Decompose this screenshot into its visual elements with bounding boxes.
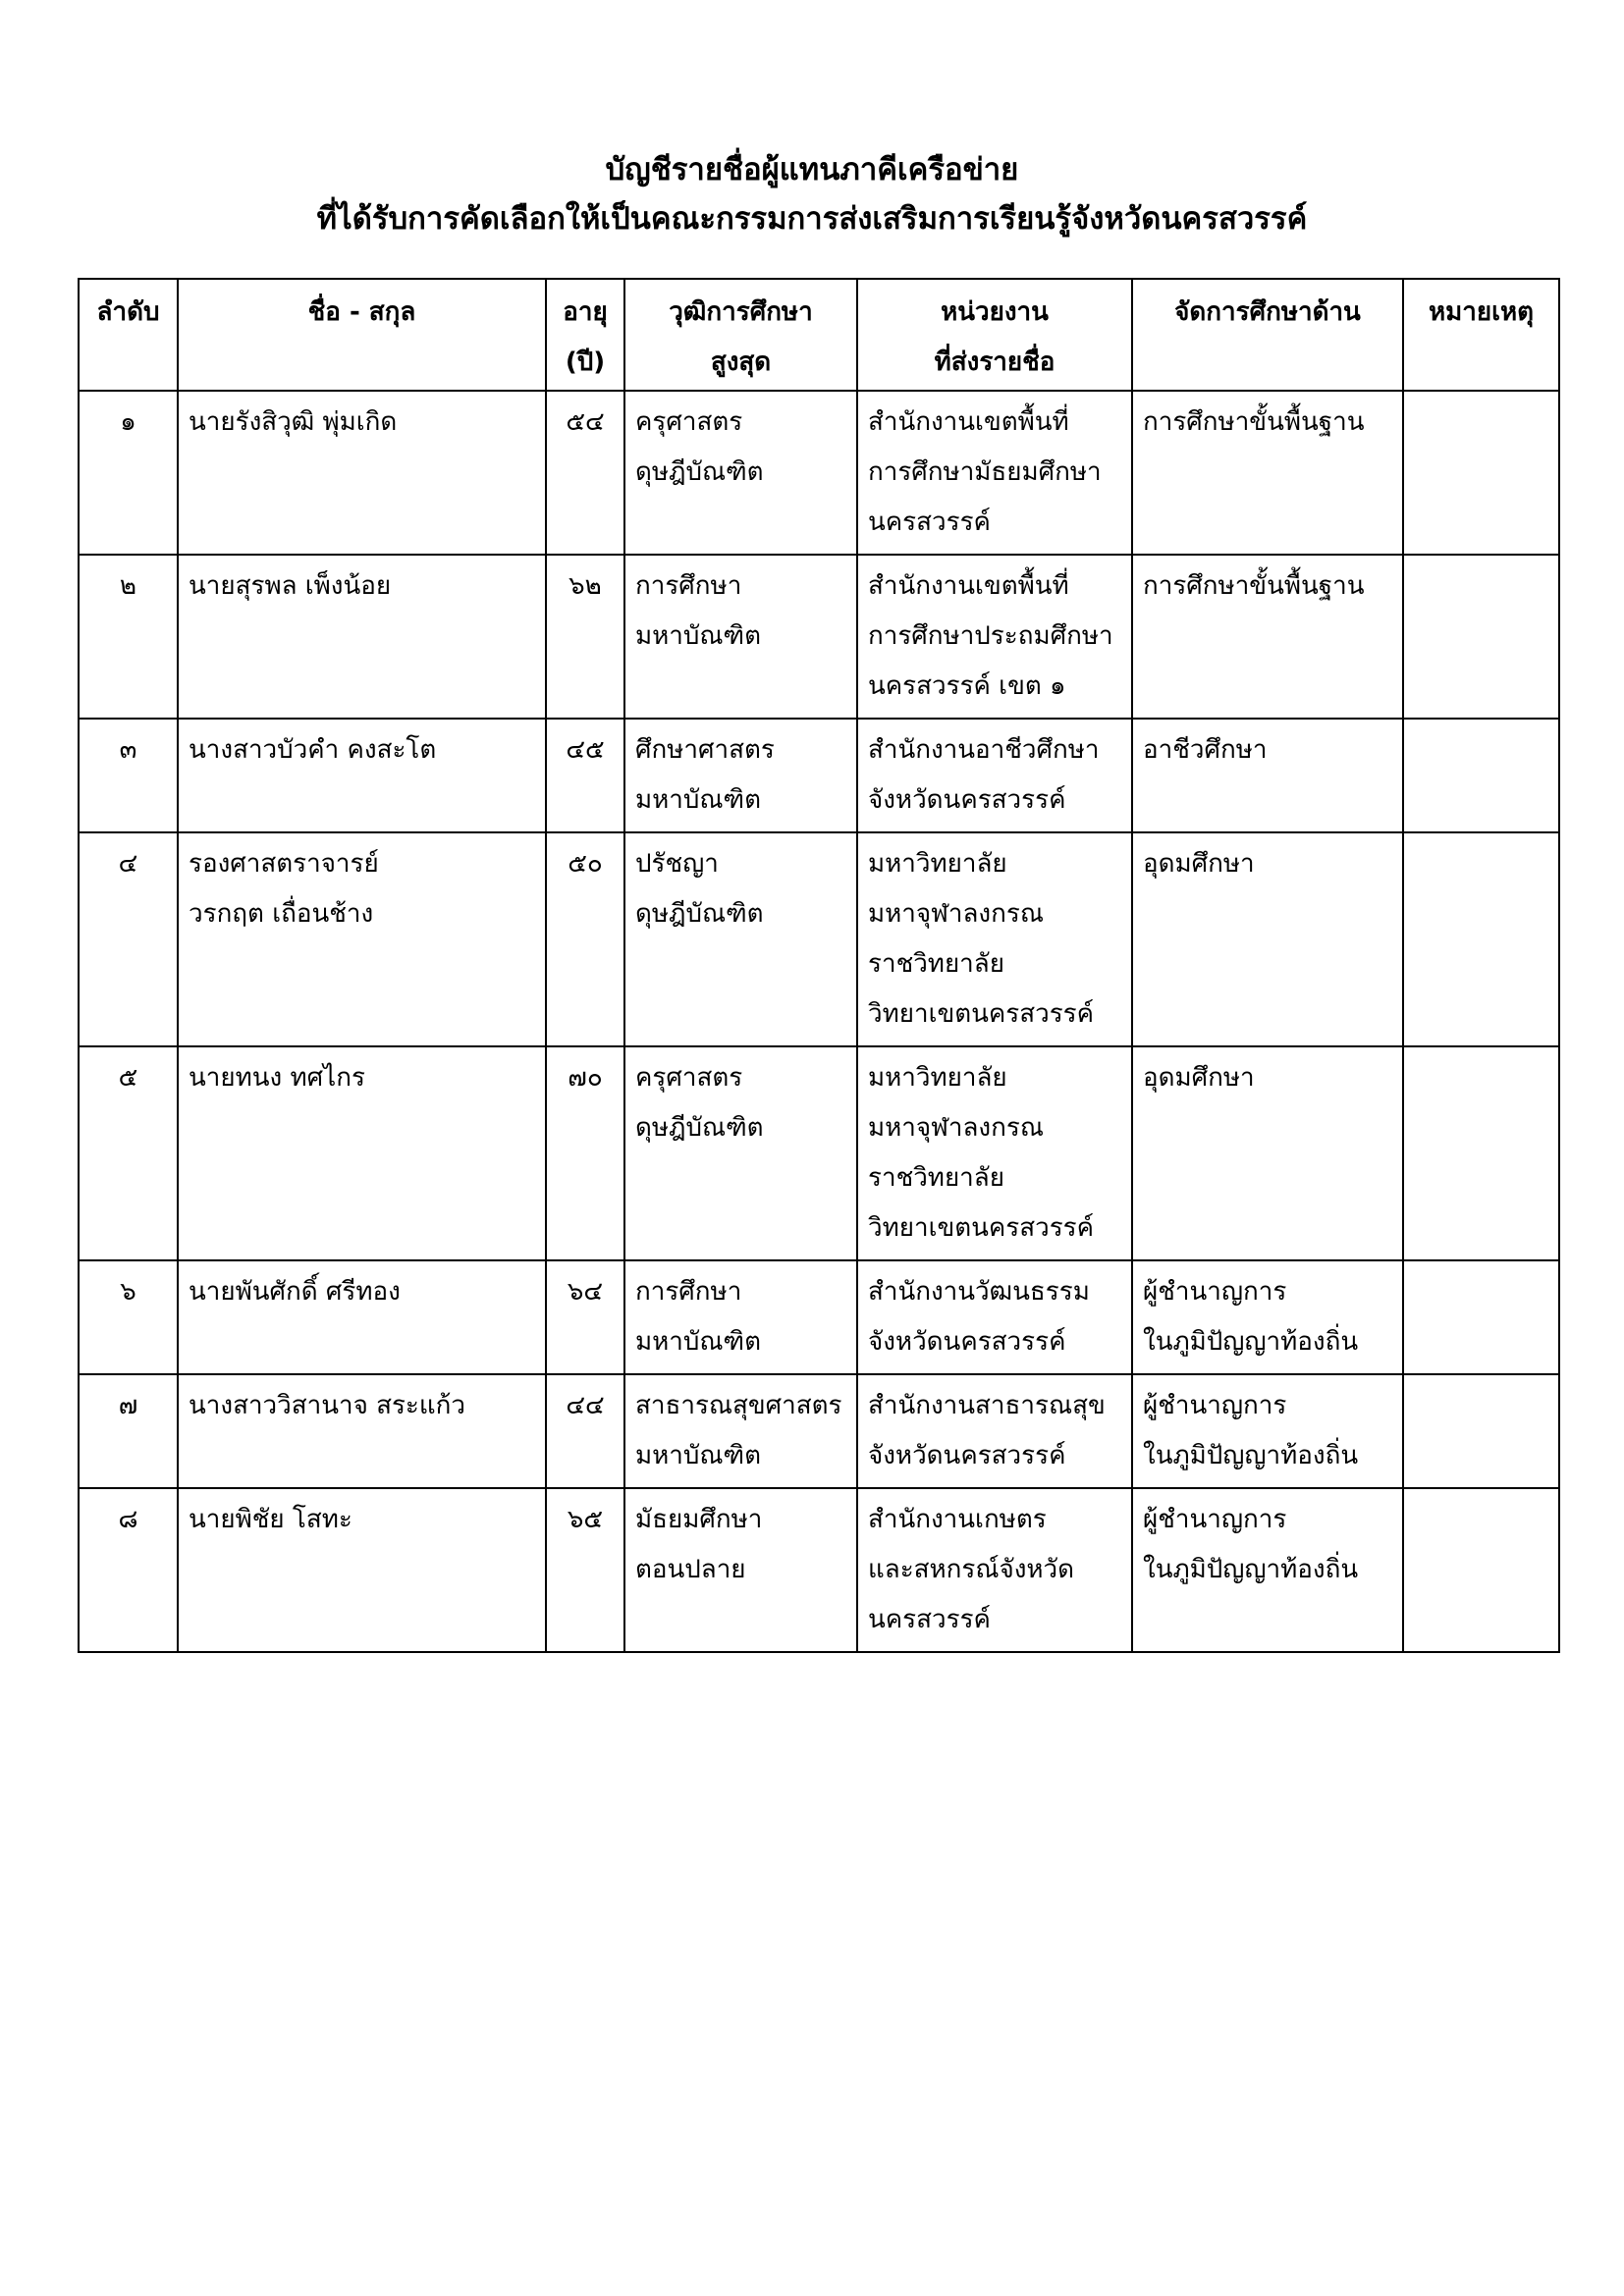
agency-cell bbox=[857, 555, 1132, 719]
name-line: นายสุรพล เพ็งน้อย bbox=[189, 571, 392, 601]
name-line: นายทนง ทศไกร bbox=[189, 1063, 365, 1093]
row-number-cell: ๕ bbox=[79, 1046, 178, 1260]
education-line: การศึกษา bbox=[635, 571, 742, 601]
header-no-line: ลำดับ bbox=[96, 297, 160, 327]
header-education-line: วุฒิการศึกษา bbox=[669, 297, 813, 327]
name-line: นายรังสิวุฒิ พุ่มเกิด bbox=[189, 407, 398, 437]
field-line: ผู้ชำนาญการ bbox=[1143, 1391, 1287, 1420]
field-cell bbox=[1132, 391, 1403, 555]
name-cell bbox=[178, 391, 546, 555]
education-line: ปรัชญา bbox=[635, 849, 719, 879]
remark-cell bbox=[1403, 555, 1559, 719]
agency-line: มหาจุฬาลงกรณ bbox=[868, 899, 1044, 929]
education-cell bbox=[624, 832, 857, 1046]
table-row bbox=[79, 1374, 1559, 1488]
agency-line: ราชวิทยาลัย bbox=[868, 1163, 1004, 1193]
document-title: บัญชีรายชื่อผู้แทนภาคีเครือข่าย bbox=[605, 152, 1019, 187]
agency-line: สำนักงานอาชีวศึกษา bbox=[868, 735, 1100, 765]
agency-cell bbox=[857, 719, 1132, 832]
field-line: การศึกษาขั้นพื้นฐาน bbox=[1143, 571, 1365, 601]
name-line: นายพิชัย โสทะ bbox=[189, 1505, 352, 1534]
agency-cell bbox=[857, 1260, 1132, 1374]
remark-cell bbox=[1403, 1488, 1559, 1652]
document-subtitle: ที่ได้รับการคัดเลือกให้เป็นคณะกรรมการส่งเสริมการเรียนรู้จังหวัดนครสวรรค์ bbox=[316, 201, 1308, 237]
field-line: อาชีวศึกษา bbox=[1143, 735, 1268, 765]
header-agency bbox=[857, 279, 1132, 391]
name-line: วรกฤต เถื่อนช้าง bbox=[189, 899, 374, 929]
field-cell bbox=[1132, 1488, 1403, 1652]
agency-line: จังหวัดนครสวรรค์ bbox=[868, 1327, 1066, 1357]
agency-cell bbox=[857, 1046, 1132, 1260]
age-cell: ๔๕ bbox=[546, 719, 624, 832]
remark-cell bbox=[1403, 1046, 1559, 1260]
age-cell: ๗๐ bbox=[546, 1046, 624, 1260]
table-row bbox=[79, 1260, 1559, 1374]
education-line: ดุษฎีบัณฑิต bbox=[635, 899, 764, 929]
header-field-line: จัดการศึกษาด้าน bbox=[1174, 297, 1361, 327]
education-line: มหาบัณฑิต bbox=[635, 621, 761, 651]
header-agency-line: ที่ส่งรายชื่อ bbox=[934, 347, 1056, 377]
name-line: รองศาสตราจารย์ bbox=[189, 849, 379, 879]
agency-line: สำนักงานเกษตร bbox=[868, 1505, 1047, 1534]
row-number-cell: ๘ bbox=[79, 1488, 178, 1652]
name-cell bbox=[178, 1260, 546, 1374]
name-cell bbox=[178, 719, 546, 832]
agency-cell bbox=[857, 1374, 1132, 1488]
header-age-line: (ปี) bbox=[565, 347, 606, 377]
education-line: สาธารณสุขศาสตร bbox=[635, 1391, 842, 1420]
field-line: การศึกษาขั้นพื้นฐาน bbox=[1143, 407, 1365, 437]
field-line: ในภูมิปัญญาท้องถิ่น bbox=[1143, 1555, 1359, 1584]
agency-line: วิทยาเขตนครสวรรค์ bbox=[868, 999, 1095, 1029]
education-line: การศึกษา bbox=[635, 1277, 742, 1307]
row-number-cell: ๖ bbox=[79, 1260, 178, 1374]
agency-cell bbox=[857, 832, 1132, 1046]
header-name bbox=[178, 279, 546, 391]
header-no bbox=[79, 279, 178, 391]
header-row bbox=[79, 279, 1559, 391]
field-line: ในภูมิปัญญาท้องถิ่น bbox=[1143, 1327, 1359, 1357]
field-line: อุดมศึกษา bbox=[1143, 1063, 1255, 1093]
field-cell bbox=[1132, 1046, 1403, 1260]
education-line: ดุษฎีบัณฑิต bbox=[635, 1113, 764, 1143]
agency-line: สำนักงานวัฒนธรรม bbox=[868, 1277, 1090, 1307]
header-agency-line: หน่วยงาน bbox=[941, 297, 1049, 327]
header-remark bbox=[1403, 279, 1559, 391]
committee-table bbox=[78, 278, 1560, 1653]
field-line: อุดมศึกษา bbox=[1143, 849, 1255, 879]
name-line: นายพันศักดิ์ ศรีทอง bbox=[189, 1277, 401, 1307]
table-row bbox=[79, 832, 1559, 1046]
field-cell bbox=[1132, 1374, 1403, 1488]
education-line: มหาบัณฑิต bbox=[635, 785, 761, 815]
agency-line: สำนักงานเขตพื้นที่ bbox=[868, 571, 1069, 601]
agency-cell bbox=[857, 1488, 1132, 1652]
education-line: ดุษฎีบัณฑิต bbox=[635, 457, 764, 487]
remark-cell bbox=[1403, 1374, 1559, 1488]
header-education-line: สูงสุด bbox=[710, 347, 772, 377]
agency-cell bbox=[857, 391, 1132, 555]
education-line: มหาบัณฑิต bbox=[635, 1327, 761, 1357]
field-line: ในภูมิปัญญาท้องถิ่น bbox=[1143, 1441, 1359, 1470]
name-line: นางสาววิสานาจ สระแก้ว bbox=[189, 1391, 465, 1420]
age-cell: ๔๔ bbox=[546, 1374, 624, 1488]
education-cell bbox=[624, 1374, 857, 1488]
table-row bbox=[79, 1488, 1559, 1652]
agency-line: มหาจุฬาลงกรณ bbox=[868, 1113, 1044, 1143]
agency-line: สำนักงานเขตพื้นที่ bbox=[868, 407, 1069, 437]
field-cell bbox=[1132, 832, 1403, 1046]
name-line: นางสาวบัวคำ คงสะโต bbox=[189, 735, 437, 765]
name-cell bbox=[178, 555, 546, 719]
agency-line: ราชวิทยาลัย bbox=[868, 949, 1004, 979]
remark-cell bbox=[1403, 391, 1559, 555]
table-row bbox=[79, 1046, 1559, 1260]
field-line: ผู้ชำนาญการ bbox=[1143, 1277, 1287, 1307]
agency-line: มหาวิทยาลัย bbox=[868, 1063, 1007, 1093]
education-cell bbox=[624, 1046, 857, 1260]
agency-line: นครสวรรค์ bbox=[868, 1605, 991, 1634]
agency-line: จังหวัดนครสวรรค์ bbox=[868, 1441, 1066, 1470]
name-cell bbox=[178, 1374, 546, 1488]
field-cell bbox=[1132, 719, 1403, 832]
education-cell bbox=[624, 391, 857, 555]
header-age bbox=[546, 279, 624, 391]
agency-line: มหาวิทยาลัย bbox=[868, 849, 1007, 879]
education-cell bbox=[624, 1260, 857, 1374]
education-line: มัธยมศึกษา bbox=[635, 1505, 763, 1534]
field-cell bbox=[1132, 1260, 1403, 1374]
header-education bbox=[624, 279, 857, 391]
education-line: ครุศาสตร bbox=[635, 1063, 743, 1093]
agency-line: และสหกรณ์จังหวัด bbox=[868, 1555, 1075, 1584]
header-field bbox=[1132, 279, 1403, 391]
field-cell bbox=[1132, 555, 1403, 719]
age-cell: ๕๔ bbox=[546, 391, 624, 555]
name-cell bbox=[178, 832, 546, 1046]
row-number-cell: ๒ bbox=[79, 555, 178, 719]
agency-line: วิทยาเขตนครสวรรค์ bbox=[868, 1213, 1095, 1243]
header-remark-line: หมายเหตุ bbox=[1428, 297, 1535, 327]
table-body bbox=[79, 391, 1559, 1652]
age-cell: ๖๔ bbox=[546, 1260, 624, 1374]
agency-line: นครสวรรค์ เขต ๑ bbox=[868, 671, 1066, 701]
row-number-cell: ๗ bbox=[79, 1374, 178, 1488]
row-number-cell: ๓ bbox=[79, 719, 178, 832]
age-cell: ๖๕ bbox=[546, 1488, 624, 1652]
agency-line: การศึกษาประถมศึกษา bbox=[868, 621, 1113, 651]
row-number-cell: ๔ bbox=[79, 832, 178, 1046]
education-line: ครุศาสตร bbox=[635, 407, 743, 437]
remark-cell bbox=[1403, 719, 1559, 832]
header-name-line: ชื่อ - สกุล bbox=[307, 297, 416, 327]
agency-line: สำนักงานสาธารณสุข bbox=[868, 1391, 1106, 1420]
table-row bbox=[79, 719, 1559, 832]
education-line: ศึกษาศาสตร bbox=[635, 735, 775, 765]
field-line: ผู้ชำนาญการ bbox=[1143, 1505, 1287, 1534]
name-cell bbox=[178, 1046, 546, 1260]
header-age-line: อายุ bbox=[563, 297, 608, 327]
education-cell bbox=[624, 719, 857, 832]
education-cell bbox=[624, 555, 857, 719]
education-line: มหาบัณฑิต bbox=[635, 1441, 761, 1470]
row-number-cell: ๑ bbox=[79, 391, 178, 555]
table-row bbox=[79, 391, 1559, 555]
age-cell: ๕๐ bbox=[546, 832, 624, 1046]
remark-cell bbox=[1403, 1260, 1559, 1374]
name-cell bbox=[178, 1488, 546, 1652]
education-line: ตอนปลาย bbox=[635, 1555, 746, 1584]
agency-line: จังหวัดนครสวรรค์ bbox=[868, 785, 1066, 815]
age-cell: ๖๒ bbox=[546, 555, 624, 719]
agency-line: การศึกษามัธยมศึกษา bbox=[868, 457, 1102, 487]
remark-cell bbox=[1403, 832, 1559, 1046]
agency-line: นครสวรรค์ bbox=[868, 507, 991, 537]
table-row bbox=[79, 555, 1559, 719]
education-cell bbox=[624, 1488, 857, 1652]
